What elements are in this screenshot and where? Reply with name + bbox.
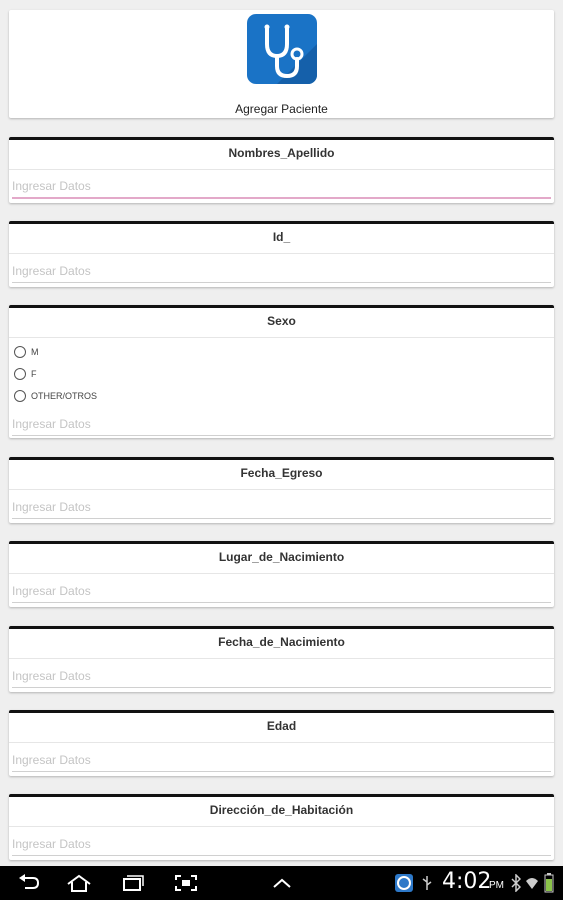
field-nombres-apellido: [9, 137, 554, 203]
clock-ampm: PM: [489, 880, 504, 891]
nombres-apellido-input[interactable]: [12, 175, 551, 199]
system-bar: [0, 866, 563, 900]
home-icon[interactable]: [64, 872, 94, 894]
edad-input[interactable]: [12, 748, 551, 772]
radio-option-f[interactable]: [14, 366, 37, 382]
battery-icon: [542, 872, 556, 894]
radio-label: M: [31, 347, 39, 357]
field-fecha-de-nacimiento: [9, 626, 554, 692]
page-title: Agregar Paciente: [235, 102, 328, 116]
direccion-de-habitacion-input[interactable]: [12, 832, 551, 856]
lugar-de-nacimiento-input[interactable]: [12, 579, 551, 603]
clock-time: 4:02: [442, 869, 492, 894]
field-label: Lugar_de_Nacimiento: [9, 544, 554, 574]
field-fecha-egreso: [9, 457, 554, 523]
radio-button[interactable]: [14, 346, 26, 358]
radio-option-m[interactable]: [14, 344, 39, 360]
field-label: Dirección_de_Habitación: [9, 797, 554, 827]
chevron-up-icon[interactable]: [268, 872, 296, 894]
field-label: Nombres_Apellido: [9, 140, 554, 170]
field-label: Id_: [9, 224, 554, 254]
header-card: [9, 10, 554, 118]
field-label: Fecha_Egreso: [9, 460, 554, 490]
recent-apps-icon[interactable]: [118, 872, 146, 894]
field-label: Edad: [9, 713, 554, 743]
screenshot-icon[interactable]: [172, 872, 200, 894]
field-lugar-de-nacimiento: [9, 541, 554, 607]
fecha-de-nacimiento-input[interactable]: [12, 664, 551, 688]
radio-label: OTHER/OTROS: [31, 391, 98, 401]
wifi-icon: [525, 872, 539, 894]
field-label: Sexo: [9, 308, 554, 338]
field-label: Fecha_de_Nacimiento: [9, 629, 554, 659]
fecha-egreso-input[interactable]: [12, 495, 551, 519]
stethoscope-icon: [247, 14, 317, 84]
field-direccion-de-habitacion: [9, 794, 554, 860]
sexo-input[interactable]: [12, 412, 551, 436]
radio-button[interactable]: [14, 368, 26, 380]
id-input[interactable]: [12, 259, 551, 283]
usb-icon: [420, 872, 434, 894]
radio-button[interactable]: [14, 390, 26, 402]
app-notification-icon: [393, 872, 415, 894]
field-id: [9, 221, 554, 287]
bluetooth-icon: [510, 872, 522, 894]
back-icon[interactable]: [16, 872, 42, 894]
radio-option-other[interactable]: [14, 388, 97, 404]
field-edad: [9, 710, 554, 776]
radio-label: F: [31, 369, 37, 379]
field-sexo: [9, 305, 554, 438]
